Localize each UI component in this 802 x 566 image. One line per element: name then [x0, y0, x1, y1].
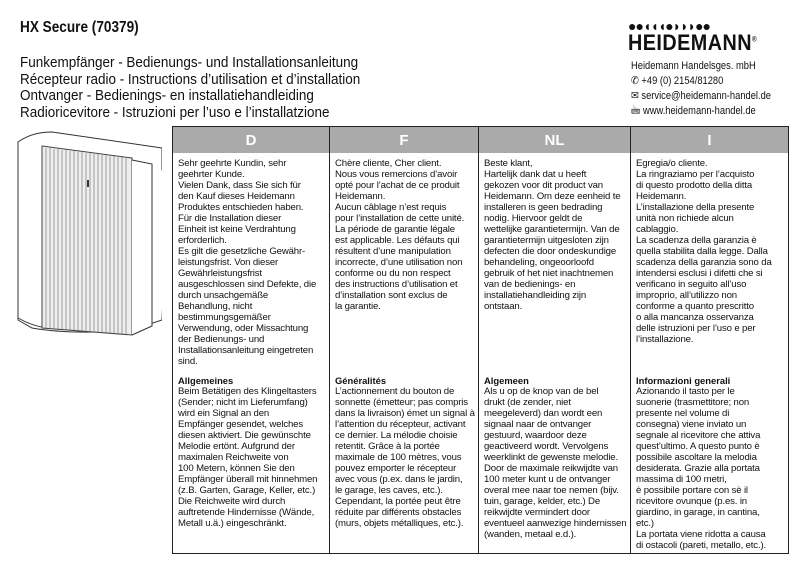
- phone: ✆ +49 (0) 2154/81280: [631, 75, 724, 87]
- receiver-illustration: [12, 130, 162, 340]
- product-title: HX Secure (70379): [20, 19, 139, 36]
- column-header-de: D: [173, 127, 330, 154]
- intro-text: Egregia/o cliente. La ringraziamo per l’acquisto di questo prodotto della ditta Heidemann. L’installazione della presente unità non richiede alcun cablaggio. La scadenza della garanzia è quella stabilita dalla legge. Dalla scadenza della garanzia sono da intendersi esclusi i difetti che si verificano in seguito all’uso improprio, all’utilizzo non conforme a quanto prescritto o alla mancanza osservanza delle istruzioni per l’uso e per l’installazione.: [636, 158, 772, 345]
- subtitle-it: Radioricevitore - Istruzioni per l’uso e l’installatzione: [20, 104, 330, 121]
- company-name: Heidemann Handelsges. mbH: [631, 60, 756, 72]
- brand-name: HEIDEMANN: [628, 30, 752, 55]
- heidemann-logo: ●●◖◖◖●◗◗◗●● HEIDEMANN®: [628, 18, 771, 56]
- website-link[interactable]: 🖮 www.heidemann-handel.de: [631, 105, 756, 117]
- subtitles: [20, 55, 360, 121]
- subtitle-nl: Ontvanger - Bedienings- en installatiehandleiding: [20, 88, 314, 104]
- column-fr: [330, 153, 479, 554]
- column-de: [173, 153, 330, 554]
- intro-text: Sehr geehrte Kundin, sehr geehrter Kunde. Vielen Dank, dass Sie sich für den Kauf dieses Heidemann Produktes entschieden haben. Für die Installation dieser Einheit ist keine Verdrahtung erforderlich. Es gilt die gesetzliche Gewähr- leistungsfrist. Von dieser Gewährleistungsfrist ausgeschlossen sind Defekte, die durch unsachgemäße Behandlung, nicht bestimmungsgemäßer Verwendung, oder Missachtung der Bedienungs- und Installationsanleitung eingetreten sind.: [178, 158, 317, 367]
- section-heading: Allgemeines: [178, 375, 234, 386]
- section-heading: Algemeen: [484, 375, 529, 386]
- subtitle-de: Funkempfänger - Bedienungs- und Installationsanleitung: [20, 55, 359, 71]
- column-header-fr: F: [330, 127, 479, 154]
- column-header-nl: NL: [479, 127, 631, 154]
- instructions-table: [172, 126, 789, 554]
- section-text: Als u op de knop van de bel drukt (de zender, niet meegeleverd) dan wordt een signaal naar de ontvanger gestuurd, waardoor deze geactiveerd wordt. Vervolgens weerklinkt de gewenste melodie. Door de maximale reikwijdte van 100 meter kunt u de ontvanger overal mee naar toe nemen (bijv. tuin, garage, kelder, etc.) De reikwijdte vermindert door eventueel aanwezige hindernissen (wanden, metaal e.d.).: [484, 386, 627, 540]
- subtitle-fr: Récepteur radio - Instructions d’utilisation et d’installation: [20, 71, 361, 88]
- section-heading: Généralités: [335, 375, 387, 386]
- contact-info: [631, 59, 771, 119]
- intro-text: Beste klant, Hartelijk dank dat u heeft gekozen voor dit product van Heidemann. Om deze eenheid te installeren is geen bedrading nodig. Hiervoor geldt de wettelijke garantietermijn. Van de garantietermijn uitgesloten zijn defecten die door ondeskundige behandeling, ongeoorloofd gebruik of het niet inachtnemen van de bedienings- en installatiehandleiding zijn ontstaan.: [484, 158, 621, 312]
- section-text: Azionando il tasto per le suonerie (trasmettitore; non presente nel volume di consegna) viene inviato un segnale al ricevitore che attiva quest’ultimo. A questo punto è possibile ascoltare la melodia desiderata. Grazie alla portata massima di 100 metri, è possibile portare con sè il ricevitore ovunque (p.es. in giardino, in garage, in cantina, etc.) La portata viene ridotta a causa di ostacoli (pareti, metallo, etc.).: [636, 386, 767, 551]
- section-heading: Informazioni generali: [636, 375, 731, 386]
- intro-text: Chère cliente, Cher client. Nous vous remercions d’avoir opté pour l’achat de ce produit Heidemann. Aucun câblage n’est requis pour l’installation de cette unité. La période de garantie légale est applicable. Les défauts qui résultent d’une manipulation incorrecte, d’une utilisation non conforme ou du non respect des instructions d’utilisation et d’installation sont exclus de la garantie.: [335, 158, 465, 312]
- language-header-row: [173, 127, 789, 154]
- column-it: [631, 153, 789, 554]
- column-nl: [479, 153, 631, 554]
- column-header-it: I: [631, 127, 789, 154]
- section-text: L’actionnement du bouton de sonnette (émetteur; pas compris dans la livraison) émet un signal à l’attention du récepteur, activant ce dernier. La mélodie choisie retentit. Grâce à la portée maximale de 100 mètres, vous pouvez emporter le récepteur avec vous (p.ex. dans le jardin, le garage, les caves, etc.). Cependant, la portée peut être réduite par différents obstacles (murs, objets métalliques, etc.).: [335, 386, 475, 529]
- section-text: Beim Betätigen des Klingeltasters (Sender; nicht im Lieferumfang) wird ein Signal an den Empfänger gesendet, welches diesen aktiviert. Die gewünschte Melodie ertönt. Aufgrund der maximalen Reichweite von 100 Metern, können Sie den Empfänger überall mit hinnehmen (z.B. Garten, Garage, Keller, etc.) Die Reichweite wird durch auftretende Hindernisse (Wände, Metall u.ä.) eingeschränkt.: [178, 386, 318, 529]
- email-link[interactable]: ✉ service@heidemann-handel.de: [631, 90, 771, 102]
- logo-dots-icon: ●●◖◖◖●◗◗◗●●: [628, 18, 711, 34]
